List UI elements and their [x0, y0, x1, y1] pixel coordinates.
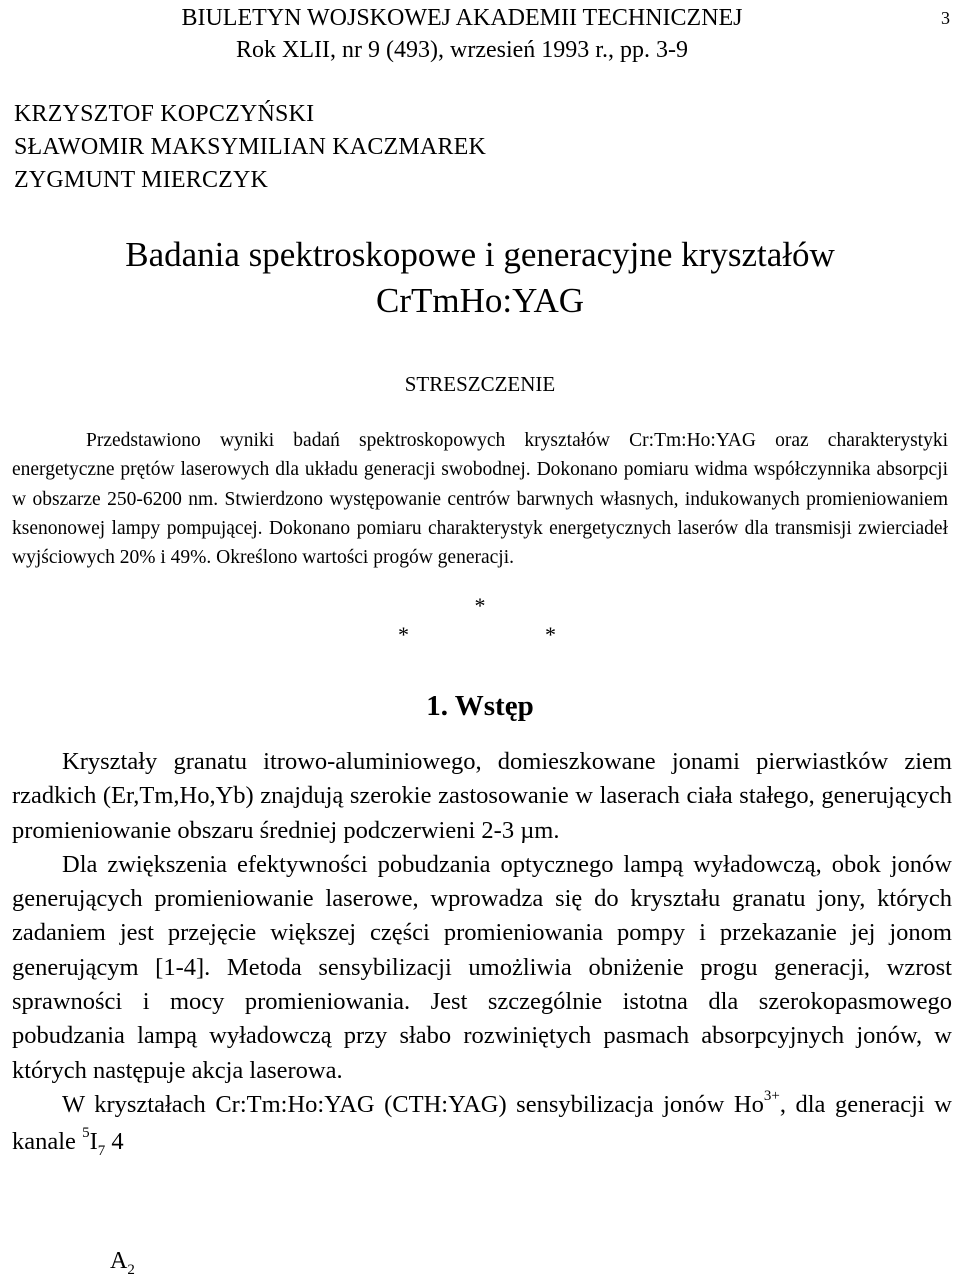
separator-star: * [545, 622, 556, 647]
section-body [12, 745, 952, 1168]
paragraph-text: I [89, 1128, 98, 1156]
subscript: 7 [97, 1143, 106, 1160]
abstract-heading: STRESZCZENIE [404, 372, 556, 396]
paragraph-text: 4 [105, 1128, 124, 1156]
paragraph [12, 1088, 952, 1168]
separator-star: * [474, 593, 486, 618]
journal-header [132, 2, 792, 66]
page-number: 3 [941, 8, 950, 28]
author-name: ZYGMUNT MIERCZYK [14, 167, 269, 193]
separator-star: * [398, 622, 409, 647]
paragraph: Dla zwiększenia efektywności pobudzania optycznego lampą wyładowczą, obok jonów generujących promieniowanie laserowe, wprowadza się do kryształu granatu jony, których zadaniem jest przejęcie większej części promieniowania pompy i przekazanie jej jonom generującym [1-4]. Metoda sensybilizacji umożliwia obniżenie progu generacji, wzrost sprawności i mocy promieniowania. Jest szczególnie istotna dla szerokopasmowego pobudzania lampą wyładowczą przy słabo rozwiniętych pasmach absorpcyjnych jonów, w których następuje akcja laserowa. [12, 850, 952, 1084]
title-line: Badania spektroskopowe i generacyjne kryształów [125, 235, 835, 274]
journal-name: BIULETYN WOJSKOWEJ AKADEMII TECHNICZNEJ [181, 5, 743, 31]
abstract-text: Przedstawiono wyniki badań spektroskopowych kryształów Cr:Tm:Ho:YAG oraz charakterystyki energetyczne prętów laserowych dla układu generacji swobodnej. Dokonano pomiaru widma współczynnika absorpcji w obszarze 250-6200 nm. Stwierdzono występowanie centrów barwnych własnych, indukowanych promieniowaniem ksenonowej lampy pompującej. Dokonano pomiaru charakterystyk energetycznych laserów dla transmisji zwierciadeł wyjściowych 20% i 49%. Określono wartości progów generacji. [12, 430, 948, 569]
footer-label: A [110, 1248, 128, 1274]
abstract-body [12, 426, 948, 572]
paragraph: Kryształy granatu itrowo-aluminiowego, domieszkowane jonami pierwiastków ziem rzadkich (Er,Tm,Ho,Yb) znajdują szerokie zastosowanie w laserach ciała stałego, generujących promieniowanie obszaru średniej podczerwieni 2-3 µm. [12, 748, 952, 844]
title-line: CrTmHo:YAG [375, 281, 585, 320]
journal-issue: Rok XLII, nr 9 (493), wrzesień 1993 r., pp. 3-9 [236, 37, 688, 63]
author-list [14, 98, 486, 197]
paragraph-text: W kryształach Cr:Tm:Ho:YAG (CTH:YAG) sensybilizacja jonów Ho [62, 1090, 764, 1118]
superscript: 5 [82, 1125, 90, 1142]
paper-title [0, 232, 960, 324]
author-name: KRZYSZTOF KOPCZYŃSKI [14, 101, 315, 127]
section-heading: 1. Wstęp [426, 690, 534, 722]
footer-subscript: 2 [127, 1261, 135, 1278]
superscript: 3+ [763, 1087, 780, 1104]
footer-symbol [110, 1248, 135, 1279]
author-name: SŁAWOMIR MAKSYMILIAN KACZMAREK [14, 134, 487, 160]
paragraph-text: , dla generacji w kanale [12, 1090, 952, 1156]
